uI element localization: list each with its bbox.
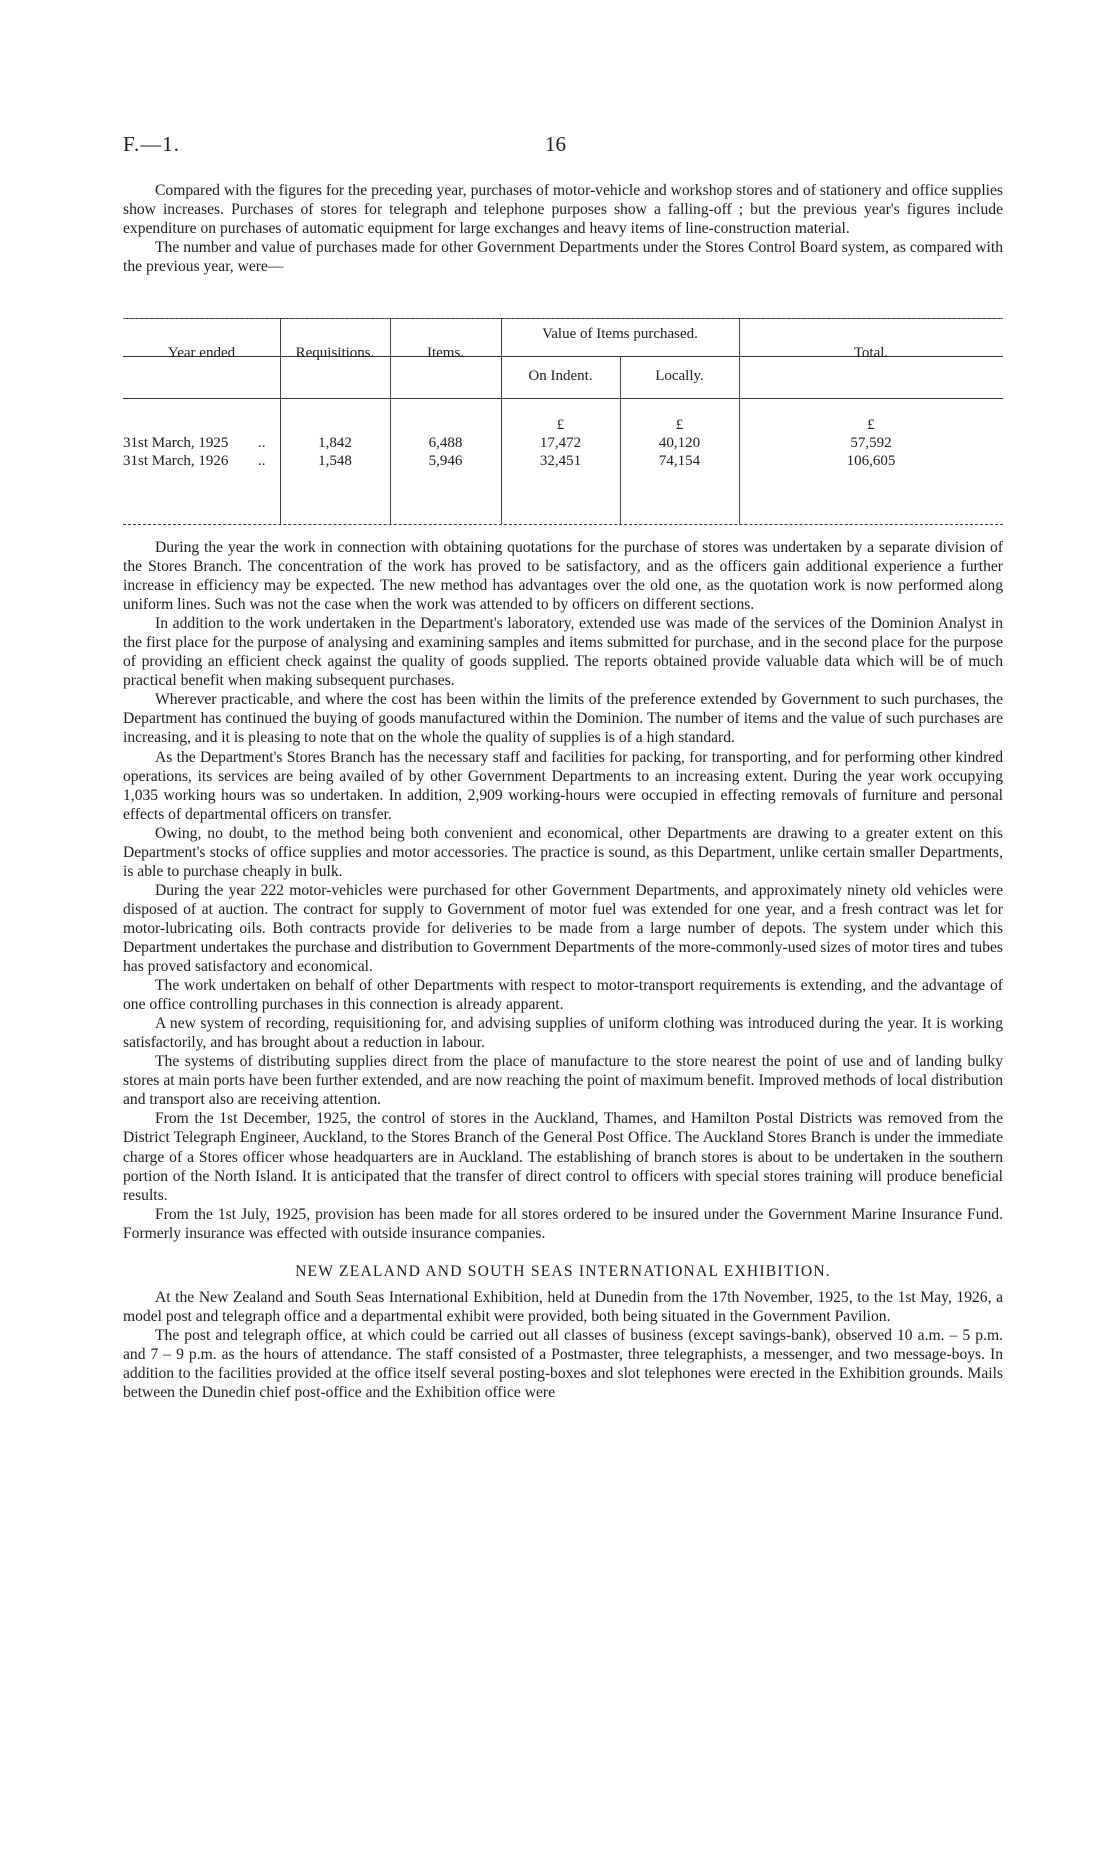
section-heading: NEW ZEALAND AND SOUTH SEAS INTERNATIONAL EXHIBITION. bbox=[295, 1262, 831, 1280]
row-total: 57,592 bbox=[850, 435, 892, 451]
header-locally: Locally. bbox=[655, 368, 704, 384]
row-total: 106,605 bbox=[846, 453, 896, 469]
header-total: Total. bbox=[853, 345, 889, 361]
paragraph: Compared with the figures for the preceding year, purchases of motor-vehicle and workshop stores and of stationery and office supplies show increases. Purchases of stores for telegraph and telephone purposes show a falling-off ; but the previous year's figures include expenditure on purchases of automatic equipment for large exchanges and heavy items of line-construction material. bbox=[123, 182, 1003, 238]
body-text bbox=[123, 538, 1003, 1402]
row-year: 31st March, 1926 bbox=[123, 453, 229, 469]
purchases-table bbox=[123, 318, 1003, 526]
paragraph: The number and value of purchases made for other Government Departments under the Stores Control Board system, as compared with the previous year, were— bbox=[123, 239, 1003, 276]
row-requisitions: 1,842 bbox=[318, 435, 352, 451]
row-locally: 74,154 bbox=[658, 453, 701, 469]
intro-text bbox=[123, 181, 1003, 276]
paragraph: From the 1st July, 1925, provision has been made for all stores ordered to be insured under the Government Marine Insurance Fund. Formerly insurance was effected with outside insurance companies. bbox=[123, 1205, 1003, 1242]
row-on-indent: 17,472 bbox=[539, 435, 582, 451]
header-value-group: Value of Items purchased. bbox=[542, 326, 698, 342]
table-top-rule-dashed bbox=[123, 318, 1003, 319]
paragraph: From the 1st December, 1925, the control of stores in the Auckland, Thames, and Hamilton Postal Districts was removed from the District Telegraph Engineer, Auckland, to the Stores Branch of the General Post Office. The Auckland Stores Branch is under the immediate charge of a Stores officer whose headquarters are in Auckland. The establishing of branch stores is about to be undertaken in the southern portion of the North Island. It is anticipated that the transfer of direct control to officers with special stores training will produce beneficial results. bbox=[123, 1110, 1003, 1204]
page-number: 16 bbox=[545, 132, 566, 156]
header-requisitions: Requisitions. bbox=[295, 345, 375, 361]
document-reference: F.—1. bbox=[123, 132, 180, 156]
row-locally: 40,120 bbox=[658, 435, 701, 451]
currency-symbol: £ bbox=[675, 417, 684, 433]
row-items: 5,946 bbox=[428, 453, 463, 469]
header-bottom-rule bbox=[123, 398, 1003, 399]
row-on-indent: 32,451 bbox=[539, 453, 582, 469]
header-year-ended: Year ended bbox=[167, 345, 236, 361]
paragraph: At the New Zealand and South Seas International Exhibition, held at Dunedin from the 17th November, 1925, to the 1st May, 1926, a model post and telegraph office and a departmental exhibit were provided, both being situated in the Government Pavilion. bbox=[123, 1288, 1003, 1325]
paragraph: During the year the work in connection with obtaining quotations for the purchase of stores was undertaken by a separate division of the Stores Branch. The concentration of the work has proved to be satisfactory, and as the officers gain additional experience a further increase in efficiency may be expected. The new method has advantages over the old one, as the quotation work is now performed along uniform lines. Such was not the case when the work was attended to by officers on different sections. bbox=[123, 539, 1003, 614]
paragraph: The systems of distributing supplies direct from the place of manufacture to the store nearest the point of use and of landing bulky stores at main ports have been further extended, and are now reaching the point of maximum benefit. Improved methods of local distribution and transport also are receiving attention. bbox=[123, 1053, 1003, 1109]
paragraph: The post and telegraph office, at which could be carried out all classes of business (except savings-bank), observed 10 a.m. – 5 p.m. and 7 – 9 p.m. as the hours of attendance. The staff consisted of a Postmaster, three telegraphists, a messenger, and two message-boys. In addition to the facilities provided at the office itself several posting-boxes and slot telephones were erected in the Exhibition grounds. Mails between the Dunedin chief post-office and the Exhibition office were bbox=[123, 1326, 1003, 1402]
leader-dots: .. bbox=[258, 435, 266, 451]
table-bottom-rule bbox=[123, 524, 1003, 525]
currency-symbol: £ bbox=[556, 417, 565, 433]
paragraph: A new system of recording, requisitioning for, and advising supplies of uniform clothing was introduced during the year. It is working satisfactorily, and has brought about a reduction in labour. bbox=[123, 1015, 1003, 1052]
paragraph: Wherever practicable, and where the cost has been within the limits of the preference extended by Government to such purchases, the Department has continued the buying of goods manufactured within the Dominion. The number of items and the value of such purchases are increasing, and it is pleasing to note that on the whole the quality of supplies is of a high standard. bbox=[123, 691, 1003, 747]
row-items: 6,488 bbox=[428, 435, 463, 451]
header-on-indent: On Indent. bbox=[528, 368, 593, 384]
paragraph: As the Department's Stores Branch has the necessary staff and facilities for packing, for transporting, and for performing other kindred operations, its services are being availed of by other Government Departments to an increasing extent. During the year work occupying 1,035 working hours was so undertaken. In addition, 2,909 working-hours were occupied in effecting removals of furniture and personal effects of departmental officers on transfer. bbox=[123, 748, 1003, 823]
paragraph: Owing, no doubt, to the method being both convenient and economical, other Departments are drawing to a greater extent on this Department's stocks of office supplies and motor accessories. The practice is sound, as this Department, unlike certain smaller Departments, is able to purchase cheaply in bulk. bbox=[123, 824, 1003, 880]
row-year: 31st March, 1925 bbox=[123, 435, 229, 451]
paragraph: In addition to the work undertaken in the Department's laboratory, extended use was made of the services of the Dominion Analyst in the first place for the purpose of analysing and examining samples and items submitted for purchase, and in the second place for the purpose of providing an efficient check against the quality of goods supplied. The reports obtained provide valuable data which will be of much practical benefit when making subsequent purchases. bbox=[123, 615, 1003, 690]
currency-symbol: £ bbox=[867, 417, 875, 433]
paragraph: The work undertaken on behalf of other Departments with respect to motor-transport requirements is extending, and the advantage of one office controlling purchases in this connection is already apparent. bbox=[123, 977, 1003, 1014]
header-items: Items. bbox=[426, 345, 465, 361]
leader-dots: .. bbox=[258, 453, 266, 469]
row-requisitions: 1,548 bbox=[318, 453, 352, 469]
paragraph: During the year 222 motor-vehicles were purchased for other Government Departments, and approximately ninety old vehicles were disposed of at auction. The contract for supply to Government of motor fuel was extended for one year, and a fresh contract was let for motor-lubricating oils. Both contracts provide for deliveries to be made from a large number of depots. The system under which this Department undertakes the purchase and distribution to Government Departments of the more-commonly-used sizes of motor tires and tubes has proved satisfactory and economical. bbox=[123, 881, 1003, 976]
